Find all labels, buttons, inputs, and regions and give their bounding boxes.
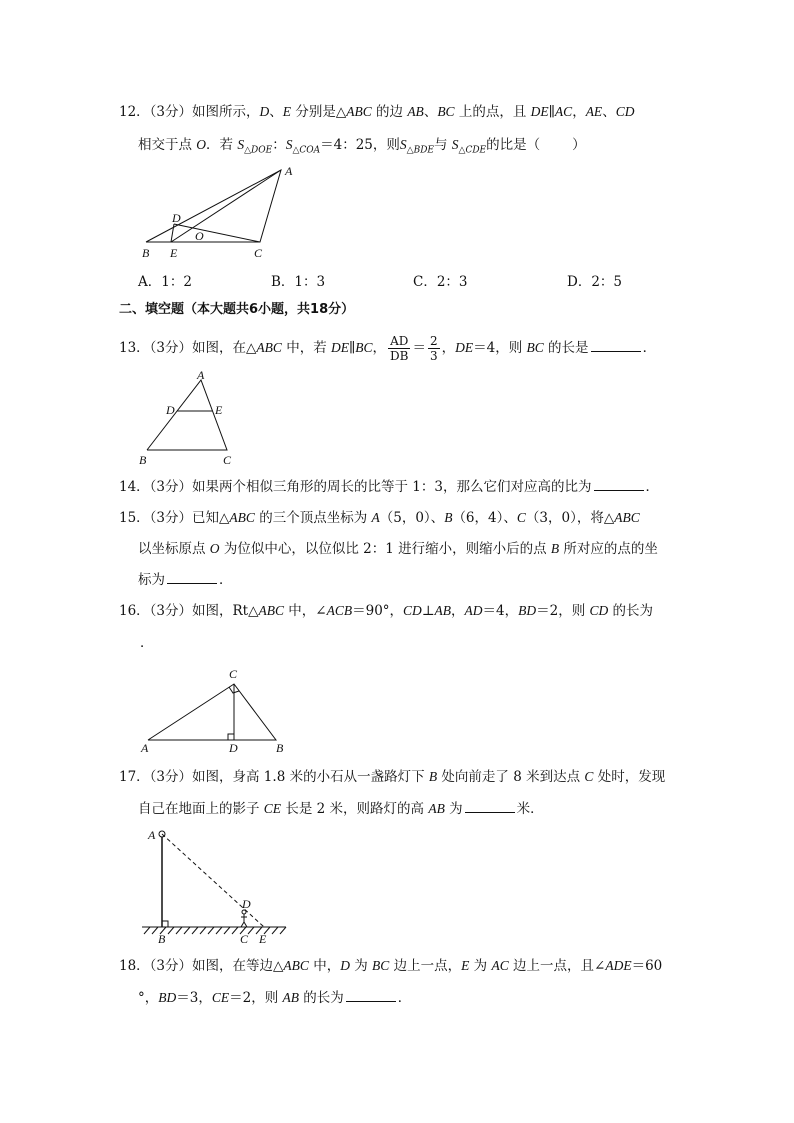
q12-label-e: E	[170, 246, 178, 260]
q13-fraction-2-3: $\frac{2}{3}$	[429, 334, 438, 363]
q15-line2: 以坐标原点 O 为位似中心，以位似比 2：1 进行缩小，则缩小后的点 B 所对应的点的坐	[138, 541, 658, 557]
q16-figure	[140, 664, 300, 758]
q13-answer-blank[interactable]	[591, 339, 641, 352]
q17-figure	[140, 826, 290, 946]
q16-triangle-abc	[148, 684, 276, 740]
q13-label-e: E	[215, 403, 223, 417]
q15-answer-blank[interactable]	[167, 571, 217, 584]
section2-heading: 二、填空题（本大题共6小题，共18分）	[119, 302, 355, 317]
q16-right-angle-d	[228, 734, 234, 740]
q18-line2: °，BD＝3，CE＝2，则 AB 的长为 ．	[138, 990, 412, 1006]
q16-label-b: B	[276, 741, 284, 755]
q16-label-c: C	[229, 667, 238, 681]
q17-label-e: E	[259, 932, 267, 946]
q12-option-d[interactable]: D．2：5	[567, 274, 623, 290]
q12-line1: 12．（3分）如图所示，D、E 分别是△ABC 的边 AB、BC 上的点，且 DE∥AC，AE、CD	[119, 104, 635, 120]
q13-fraction-ad-db: $\frac{AD}{DB}$	[390, 334, 409, 363]
q18-answer-blank[interactable]	[346, 989, 396, 1002]
q17-label-b: B	[158, 932, 166, 946]
q16-label-d: D	[229, 741, 238, 755]
q12-label-b: B	[142, 246, 150, 260]
q12-line2: 相交于点 O．若 $S_{\triangle DOE}$：$S_{\triangle COA}=4$：25，则$S_{\triangle BDE}$与 $S_{\triangle CDE}$的比是（ ）	[138, 137, 586, 156]
q17-light-ray	[162, 834, 264, 927]
q12-label-o: O	[195, 229, 204, 243]
q16-line2: ．	[140, 635, 154, 651]
q12-option-b[interactable]: B．1：3	[271, 274, 326, 290]
q14-line: 14．（3分）如果两个相似三角形的周长的比等于 1：3，那么它们对应高的比为 ．	[119, 479, 659, 495]
q13-figure	[136, 368, 246, 468]
q12-triangle-abc	[146, 170, 281, 242]
q18-line1: 18．（3分）如图，在等边△ABC 中，D 为 BC 边上一点，E 为 AC 边上一点，且∠ADE＝60	[119, 958, 663, 974]
q15-line1: 15．（3分）已知△ABC 的三个顶点坐标为 A（5，0）、B（6，4）、C（3，0），将△ABC	[119, 510, 640, 526]
q17-label-c: C	[240, 932, 249, 946]
q12-line-dc	[174, 224, 260, 242]
q12-label-a: A	[285, 164, 293, 178]
q17-person-icon	[241, 910, 247, 927]
q14-answer-blank[interactable]	[594, 478, 644, 491]
q17-label-d: D	[242, 897, 251, 911]
q12-label-d: D	[172, 211, 181, 225]
q17-right-angle-b	[162, 921, 168, 927]
q12-option-c[interactable]: C．2：3	[413, 274, 468, 290]
q13-label-c: C	[223, 453, 232, 467]
q17-answer-blank[interactable]	[465, 800, 515, 813]
q13-label-a: A	[197, 368, 205, 382]
q12-label-c: C	[254, 246, 263, 260]
q12-option-a[interactable]: A．1：2	[138, 274, 192, 290]
q16-label-a: A	[141, 741, 149, 755]
q13-label-b: B	[139, 453, 147, 467]
q13-line: 13．（3分）如图，在△ABC 中，若 DE∥BC， $\frac{AD}{DB}$ ＝ $\frac{2}{3}$ ，DE＝4，则 BC 的长是 ．	[119, 334, 657, 363]
q17-line1: 17．（3分）如图，身高 1.8 米的小石从一盏路灯下 B 处向前走了 8 米到达点 C 处时，发现	[119, 769, 666, 785]
q12-line-ae	[171, 170, 281, 242]
q12-figure	[140, 162, 300, 262]
q15-line3: 标为 ．	[138, 572, 233, 588]
q12-line-de	[171, 224, 174, 242]
q16-line1: 16．（3分）如图，Rt△ABC 中，∠ACB＝90°，CD⊥AB，AD＝4，BD＝2，则 CD 的长为	[119, 603, 654, 619]
q17-label-a: A	[148, 828, 156, 842]
q17-line2: 自己在地面上的影子 CE 长是 2 米，则路灯的高 AB 为 米．	[138, 801, 544, 817]
q13-label-d: D	[166, 403, 175, 417]
